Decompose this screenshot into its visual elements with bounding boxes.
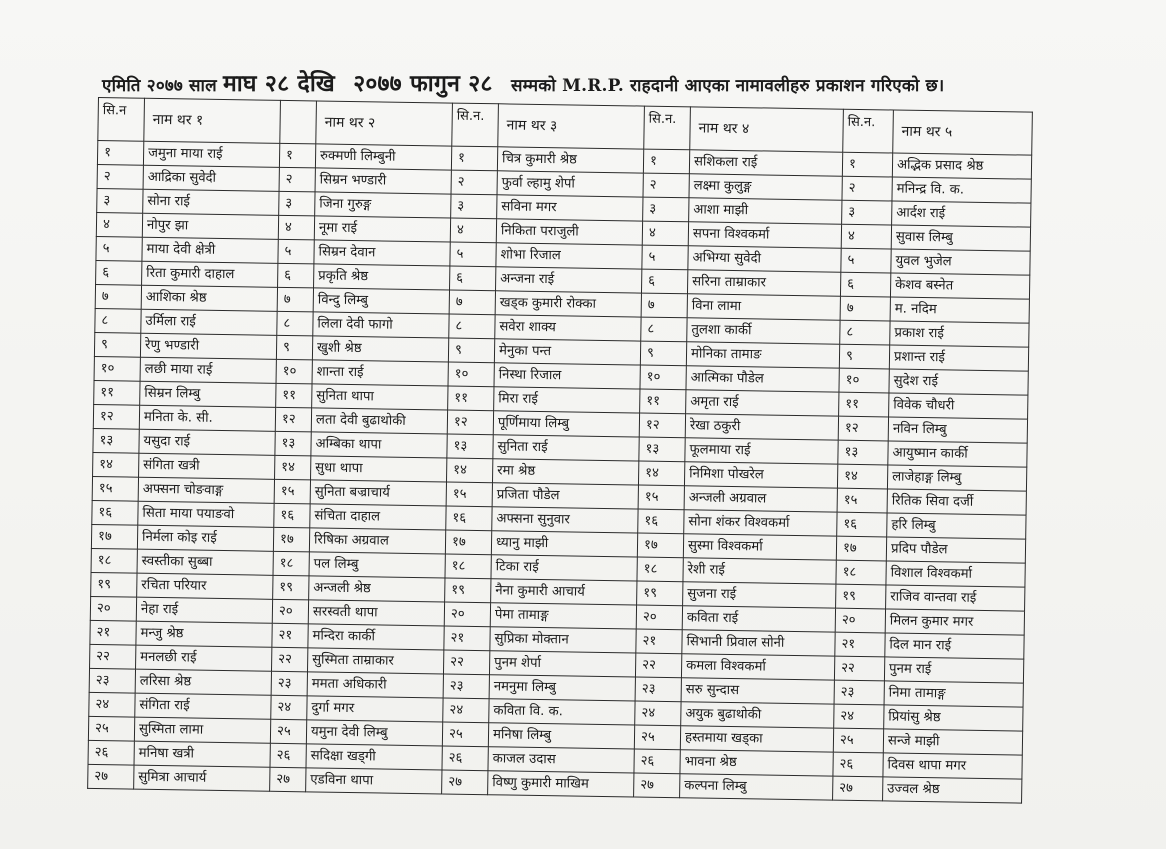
name-cell: आशा माझी: [689, 198, 842, 224]
serial-number-cell: २०: [444, 602, 490, 627]
name-cell: सविना मगर: [497, 195, 643, 221]
name-cell: सोना राई: [143, 189, 279, 215]
name-cell: मनिता के. सी.: [139, 405, 275, 431]
header-name-3: नाम थर ३: [498, 104, 645, 149]
serial-number-cell: ८: [641, 317, 687, 342]
serial-number-cell: २१: [835, 632, 885, 657]
name-cell: सुनिता थापा: [312, 384, 448, 410]
serial-number-cell: १८: [445, 554, 491, 579]
serial-number-cell: २६: [88, 740, 134, 765]
header-name-4: नाम थर ४: [690, 107, 844, 152]
name-cell: पुनम शेर्पा: [489, 651, 635, 677]
name-cell: यमुना देवी लिम्बु: [306, 720, 442, 746]
serial-number-cell: १८: [637, 557, 683, 582]
name-cell: अफ्सना चोङवाङ्ग: [138, 477, 274, 503]
name-cell: लाजेहाङ्ग लिम्बु: [887, 465, 1026, 491]
serial-number-cell: १३: [93, 428, 139, 453]
serial-number-cell: ६: [641, 269, 687, 294]
serial-number-cell: ५: [278, 239, 314, 264]
name-cell: मेनुका पन्त: [494, 339, 640, 365]
serial-number-cell: ६: [840, 272, 890, 297]
name-cell: विष्णु कुमारी माखिम: [488, 771, 634, 797]
name-cell: पेमा तामाङ्ग: [490, 603, 636, 629]
name-cell: प्रियांसु श्रेष्ठ: [884, 705, 1023, 731]
name-cell: रुक्मणी लिम्बुनी: [315, 144, 451, 170]
name-cell: नैना कुमारी आचार्य: [491, 579, 637, 605]
serial-number-cell: १५: [837, 488, 887, 513]
serial-number-cell: १: [842, 152, 892, 177]
name-cell: फूलमाया राई: [685, 438, 838, 464]
name-cell: संगिता राई: [135, 693, 271, 719]
name-cell: प्रकाश राई: [890, 321, 1029, 347]
name-cell: सरस्वती थापा: [308, 600, 444, 626]
name-cell: रमा श्रेष्ठ: [492, 459, 638, 485]
name-cell: प्रशान्त राई: [889, 345, 1028, 371]
serial-number-cell: १६: [638, 509, 684, 534]
name-cell: लिला देवी फागो: [313, 312, 449, 338]
serial-number-cell: १५: [638, 485, 684, 510]
name-cell: सुजना राई: [683, 582, 836, 608]
serial-number-cell: १: [451, 146, 497, 171]
name-cell: निमिशा पोखरेल: [684, 462, 837, 488]
name-cell: माया देवी क्षेत्री: [142, 237, 278, 263]
serial-number-cell: ७: [840, 296, 890, 321]
serial-number-cell: २७: [88, 764, 134, 789]
serial-number-cell: २२: [635, 653, 681, 678]
header-sn-4: सि.न.: [644, 106, 691, 150]
serial-number-cell: २४: [89, 692, 135, 717]
name-cell: दुर्गा मगर: [307, 696, 443, 722]
serial-number-cell: ७: [449, 290, 495, 315]
name-cell: हरि लिम्बु: [887, 513, 1026, 539]
name-cell: रचिता परियार: [137, 573, 273, 599]
serial-number-cell: १८: [273, 551, 309, 576]
serial-number-cell: १४: [446, 458, 492, 483]
name-cell: अयुक बुढाथोकी: [681, 702, 834, 728]
serial-number-cell: २२: [443, 650, 489, 675]
serial-number-cell: २२: [272, 647, 308, 672]
serial-number-cell: २३: [635, 677, 681, 702]
serial-number-cell: १२: [275, 407, 311, 432]
serial-number-cell: २०: [272, 599, 308, 624]
heading-date-to: २०७७ फागुन २८: [353, 70, 493, 97]
serial-number-cell: २४: [834, 704, 884, 729]
name-cell: सिता माया पयाङवो: [138, 501, 274, 527]
serial-number-cell: २: [279, 167, 315, 192]
name-cell: लक्ष्मा कुलुङ्ग: [689, 174, 842, 200]
name-cell: नूमा राई: [314, 216, 450, 242]
name-cell: निकिता पराजुली: [496, 219, 642, 245]
name-cell: सुधा थापा: [311, 456, 447, 482]
heading-rest: सम्मको M.R.P. राहदानी आएका नामावलीहरु प्रकाशन गरिएको छ।: [510, 76, 945, 96]
name-cell: नविन लिम्बु: [888, 417, 1027, 443]
serial-number-cell: १३: [275, 431, 311, 456]
name-cell: सुमित्रा आचार्य: [134, 765, 270, 791]
serial-number-cell: २: [643, 173, 689, 198]
serial-number-cell: २५: [88, 716, 134, 741]
serial-number-cell: १८: [836, 560, 886, 585]
name-cell: नेहा राई: [136, 597, 272, 623]
document-heading: [102, 66, 1142, 98]
name-cell: राजिव वान्तवा राई: [886, 585, 1025, 611]
serial-number-cell: १७: [273, 527, 309, 552]
header-sn-1: सि.न: [98, 98, 145, 142]
name-cell: सुदेश राई: [889, 369, 1028, 395]
serial-number-cell: २४: [635, 701, 681, 726]
serial-number-cell: २: [842, 176, 892, 201]
name-cell: निर्मला कोइ राई: [137, 525, 273, 551]
serial-number-cell: ११: [448, 386, 494, 411]
heading-month-from: माघ २८ देखि: [223, 70, 335, 97]
serial-number-cell: १३: [838, 440, 888, 465]
serial-number-cell: १७: [836, 536, 886, 561]
header-name-5: नाम थर ५: [893, 110, 1033, 155]
name-cell: लता देवी बुढाथोकी: [311, 408, 447, 434]
serial-number-cell: २३: [834, 680, 884, 705]
serial-number-cell: ४: [841, 224, 891, 249]
name-cell: सिम्रन लिम्बु: [140, 381, 276, 407]
name-cell: हस्तमाया खड्का: [680, 726, 833, 752]
name-cell: रितिक सिवा दर्जी: [887, 489, 1026, 515]
serial-number-cell: १३: [639, 437, 685, 462]
serial-number-cell: २६: [270, 743, 306, 768]
serial-number-cell: ९: [276, 335, 312, 360]
serial-number-cell: ३: [842, 200, 892, 225]
serial-number-cell: १०: [276, 359, 312, 384]
passport-name-table: [87, 97, 1033, 804]
name-cell: मन्जु श्रेष्ठ: [136, 621, 272, 647]
serial-number-cell: ९: [839, 344, 889, 369]
name-cell: सुनिता राई: [493, 435, 639, 461]
serial-number-cell: ५: [642, 245, 688, 270]
serial-number-cell: २३: [271, 671, 307, 696]
name-cell: शान्ता राई: [312, 360, 448, 386]
name-cell: मनलछी राई: [136, 645, 272, 671]
name-cell: आशिका श्रेष्ठ: [141, 285, 277, 311]
serial-number-cell: ७: [95, 284, 141, 309]
serial-number-cell: १५: [274, 479, 310, 504]
name-cell: सदिक्षा खड्गी: [306, 744, 442, 770]
serial-number-cell: ११: [640, 389, 686, 414]
serial-number-cell: २४: [443, 698, 489, 723]
serial-number-cell: १६: [92, 500, 138, 525]
name-cell: आयुष्मान कार्की: [888, 441, 1027, 467]
name-cell: सरु सुन्दास: [681, 678, 834, 704]
name-cell: सुस्मिता ताम्राकार: [307, 648, 443, 674]
name-cell: सवेरा शाक्य: [495, 315, 641, 341]
serial-number-cell: २१: [636, 629, 682, 654]
serial-number-cell: ११: [94, 380, 140, 405]
serial-number-cell: १२: [838, 416, 888, 441]
name-cell: पुनम राई: [884, 657, 1023, 683]
serial-number-cell: १७: [91, 524, 137, 549]
serial-number-cell: १२: [639, 413, 685, 438]
name-cell: प्रकृति श्रेष्ठ: [314, 264, 450, 290]
name-cell: अफ्सना सुनुवार: [492, 507, 638, 533]
serial-number-cell: २०: [835, 608, 885, 633]
serial-number-cell: ९: [94, 332, 140, 357]
name-cell: खुशी श्रेष्ठ: [312, 336, 448, 362]
name-cell: ममता अधिकारी: [307, 672, 443, 698]
name-cell: सन्जे माझी: [883, 729, 1022, 755]
name-cell: सुस्मिता लामा: [134, 717, 270, 743]
name-cell: लछी माया राई: [140, 357, 276, 383]
name-cell: अभिग्या सुवेदी: [688, 246, 841, 272]
serial-number-cell: ७: [641, 293, 687, 318]
name-cell: कमला विश्वकर्मा: [681, 654, 834, 680]
serial-number-cell: १: [97, 141, 143, 166]
serial-number-cell: ८: [277, 311, 313, 336]
serial-number-cell: १: [643, 149, 689, 174]
name-cell: एडविना थापा: [306, 768, 442, 794]
name-cell: आद्रिका सुवेदी: [143, 165, 279, 191]
serial-number-cell: १०: [839, 368, 889, 393]
serial-number-cell: ३: [97, 188, 143, 213]
name-cell: सुस्मा विश्वकर्मा: [683, 534, 836, 560]
name-cell: आत्मिका पौडेल: [686, 366, 839, 392]
serial-number-cell: ४: [450, 218, 496, 243]
name-cell: पूर्णिमाया लिम्बु: [493, 411, 639, 437]
serial-number-cell: २१: [90, 620, 136, 645]
name-cell: शोभा रिजाल: [496, 243, 642, 269]
name-cell: सोना शंकर विश्वकर्मा: [684, 510, 837, 536]
name-cell: अन्जली श्रेष्ठ: [309, 576, 445, 602]
name-cell: केशव बस्नेत: [890, 273, 1029, 299]
serial-number-cell: ८: [449, 314, 495, 339]
serial-number-cell: ७: [277, 287, 313, 312]
name-cell: अन्जली अग्रवाल: [684, 486, 837, 512]
serial-number-cell: २६: [634, 749, 680, 774]
name-cell: मनिषा खत्री: [134, 741, 270, 767]
serial-number-cell: १४: [275, 455, 311, 480]
serial-number-cell: २०: [636, 605, 682, 630]
name-cell: विना लामा: [687, 294, 840, 320]
name-cell: यसुदा राई: [139, 429, 275, 455]
name-cell: उर्मिला राई: [141, 309, 277, 335]
name-cell: विन्दु लिम्बु: [313, 288, 449, 314]
heading-prefix: एमिति २०७७ साल: [102, 76, 217, 96]
serial-number-cell: ६: [278, 263, 314, 288]
name-cell: मिरा राई: [494, 387, 640, 413]
serial-number-cell: २५: [270, 719, 306, 744]
serial-number-cell: १५: [446, 482, 492, 507]
name-cell: सपना विश्वकर्मा: [688, 222, 841, 248]
name-cell: आर्दश राई: [892, 201, 1031, 227]
name-cell: विवेक चौधरी: [889, 393, 1028, 419]
serial-number-cell: ६: [96, 260, 142, 285]
name-cell: मिलन कुमार मगर: [885, 609, 1024, 635]
serial-number-cell: २६: [833, 752, 883, 777]
serial-number-cell: ५: [841, 248, 891, 273]
serial-number-cell: १०: [640, 365, 686, 390]
name-cell: फुर्वा ल्हामु शेर्पा: [497, 171, 643, 197]
name-cell: संगिता खत्री: [139, 453, 275, 479]
serial-number-cell: २१: [444, 626, 490, 651]
name-cell: सिभानी प्रिवाल सोनी: [682, 630, 835, 656]
name-cell: मनिषा लिम्बु: [488, 723, 634, 749]
name-cell: रिता कुमारी दाहाल: [142, 261, 278, 287]
serial-number-cell: १६: [837, 512, 887, 537]
name-cell: स्वस्तीका सुब्बा: [137, 549, 273, 575]
name-cell: सुवास लिम्बु: [891, 225, 1030, 251]
serial-number-cell: १८: [91, 548, 137, 573]
name-cell: अम्बिका थापा: [311, 432, 447, 458]
name-cell: मन्दिरा कार्की: [308, 624, 444, 650]
serial-number-cell: १६: [446, 506, 492, 531]
name-cell: अमृता राई: [686, 390, 839, 416]
header-sn-3: सि.न.: [452, 103, 499, 147]
serial-number-cell: १९: [637, 581, 683, 606]
name-cell: कविता राई: [682, 606, 835, 632]
name-cell: नोपुर झा: [142, 213, 278, 239]
serial-number-cell: २५: [442, 722, 488, 747]
name-cell: सशिकला राई: [689, 150, 842, 176]
serial-number-cell: २६: [442, 746, 488, 771]
name-cell: जमुना माया राई: [143, 141, 279, 167]
name-cell: प्रजिता पौडेल: [492, 483, 638, 509]
name-cell: निस्था रिजाल: [494, 363, 640, 389]
serial-number-cell: ३: [643, 197, 689, 222]
serial-number-cell: २५: [833, 728, 883, 753]
name-cell: खड्क कुमारी रोक्का: [495, 291, 641, 317]
serial-number-cell: ४: [96, 212, 142, 237]
name-cell: टिका राई: [491, 555, 637, 581]
serial-number-cell: ८: [840, 320, 890, 345]
serial-number-cell: ५: [96, 236, 142, 261]
name-cell: अन्जना राई: [496, 267, 642, 293]
serial-number-cell: २३: [89, 668, 135, 693]
name-cell: रिषिका अग्रवाल: [309, 528, 445, 554]
name-cell: भावना श्रेष्ठ: [680, 750, 833, 776]
serial-number-cell: २१: [272, 623, 308, 648]
serial-number-cell: ५: [450, 242, 496, 267]
name-cell: उज्वल श्रेष्ठ: [883, 777, 1022, 803]
serial-number-cell: २७: [270, 767, 306, 792]
serial-number-cell: २७: [833, 776, 883, 801]
serial-number-cell: ३: [451, 194, 497, 219]
serial-number-cell: २: [97, 164, 143, 189]
serial-number-cell: १७: [445, 530, 491, 555]
serial-number-cell: ९: [640, 341, 686, 366]
name-cell: सिम्रन भण्डारी: [315, 168, 451, 194]
name-cell: सुप्रिका मोक्तान: [490, 627, 636, 653]
serial-number-cell: १६: [274, 503, 310, 528]
serial-number-cell: २: [451, 170, 497, 195]
serial-number-cell: १५: [92, 476, 138, 501]
serial-number-cell: १: [279, 143, 315, 168]
serial-number-cell: १९: [273, 575, 309, 600]
serial-number-cell: ६: [450, 266, 496, 291]
serial-number-cell: ९: [448, 338, 494, 363]
name-cell: तुलशा कार्की: [687, 318, 840, 344]
serial-number-cell: २३: [443, 674, 489, 699]
name-cell: मनिन्द्र वि. क.: [892, 177, 1031, 203]
table-body: [88, 141, 1032, 804]
serial-number-cell: २२: [90, 644, 136, 669]
name-cell: प्रदिप पौडेल: [886, 537, 1025, 563]
name-cell: सिम्रन देवान: [314, 240, 450, 266]
serial-number-cell: २०: [90, 596, 136, 621]
name-cell: युवल भुजेल: [891, 249, 1030, 275]
serial-number-cell: १२: [447, 410, 493, 435]
serial-number-cell: २२: [834, 656, 884, 681]
name-cell: सरिना ताम्राकार: [687, 270, 840, 296]
name-cell: दिल मान राई: [885, 633, 1024, 659]
name-cell: विशाल विश्वकर्मा: [886, 561, 1025, 587]
name-cell: रेणु भण्डारी: [140, 333, 276, 359]
name-cell: रेखा ठकुरी: [685, 414, 838, 440]
name-cell: संचिता दाहाल: [310, 504, 446, 530]
header-sn-2: [280, 100, 317, 144]
name-cell: पल लिम्बु: [309, 552, 445, 578]
serial-number-cell: २४: [271, 695, 307, 720]
serial-number-cell: १९: [445, 578, 491, 603]
name-cell: दिवस थापा मगर: [883, 753, 1022, 779]
serial-number-cell: २७: [442, 770, 488, 795]
serial-number-cell: १०: [448, 362, 494, 387]
name-cell: नमनुमा लिम्बु: [489, 675, 635, 701]
serial-number-cell: ४: [642, 221, 688, 246]
name-cell: अद्भिक प्रसाद श्रेष्ठ: [892, 153, 1031, 179]
name-cell: काजल उदास: [488, 747, 634, 773]
serial-number-cell: १२: [93, 404, 139, 429]
serial-number-cell: १९: [91, 572, 137, 597]
name-cell: म. नदिम: [890, 297, 1029, 323]
name-cell: रेशी राई: [683, 558, 836, 584]
serial-number-cell: ११: [839, 392, 889, 417]
serial-number-cell: ८: [95, 308, 141, 333]
name-cell: निमा तामाङ्ग: [884, 681, 1023, 707]
serial-number-cell: १४: [837, 464, 887, 489]
serial-number-cell: १७: [637, 533, 683, 558]
name-cell: कल्पना लिम्बु: [680, 774, 833, 800]
serial-number-cell: १३: [447, 434, 493, 459]
name-cell: कविता वि. क.: [489, 699, 635, 725]
serial-number-cell: २५: [634, 725, 680, 750]
serial-number-cell: १४: [638, 461, 684, 486]
name-cell: ध्यानु माझी: [491, 531, 637, 557]
name-cell: जिना गुरुङ्ग: [315, 192, 451, 218]
name-cell: चित्र कुमारी श्रेष्ठ: [497, 147, 643, 173]
serial-number-cell: २७: [634, 773, 680, 798]
header-name-2: नाम थर २: [316, 101, 453, 146]
name-cell: सुनिता बज्राचार्य: [310, 480, 446, 506]
name-cell: मोनिका तामाङ: [686, 342, 839, 368]
header-sn-5: सि.न.: [843, 109, 894, 153]
header-name-1: नाम थर १: [144, 98, 281, 143]
serial-number-cell: १४: [93, 452, 139, 477]
name-cell: लरिसा श्रेष्ठ: [135, 669, 271, 695]
serial-number-cell: ११: [276, 383, 312, 408]
serial-number-cell: १९: [836, 584, 886, 609]
serial-number-cell: ३: [279, 191, 315, 216]
serial-number-cell: ४: [278, 215, 314, 240]
serial-number-cell: १०: [94, 356, 140, 381]
